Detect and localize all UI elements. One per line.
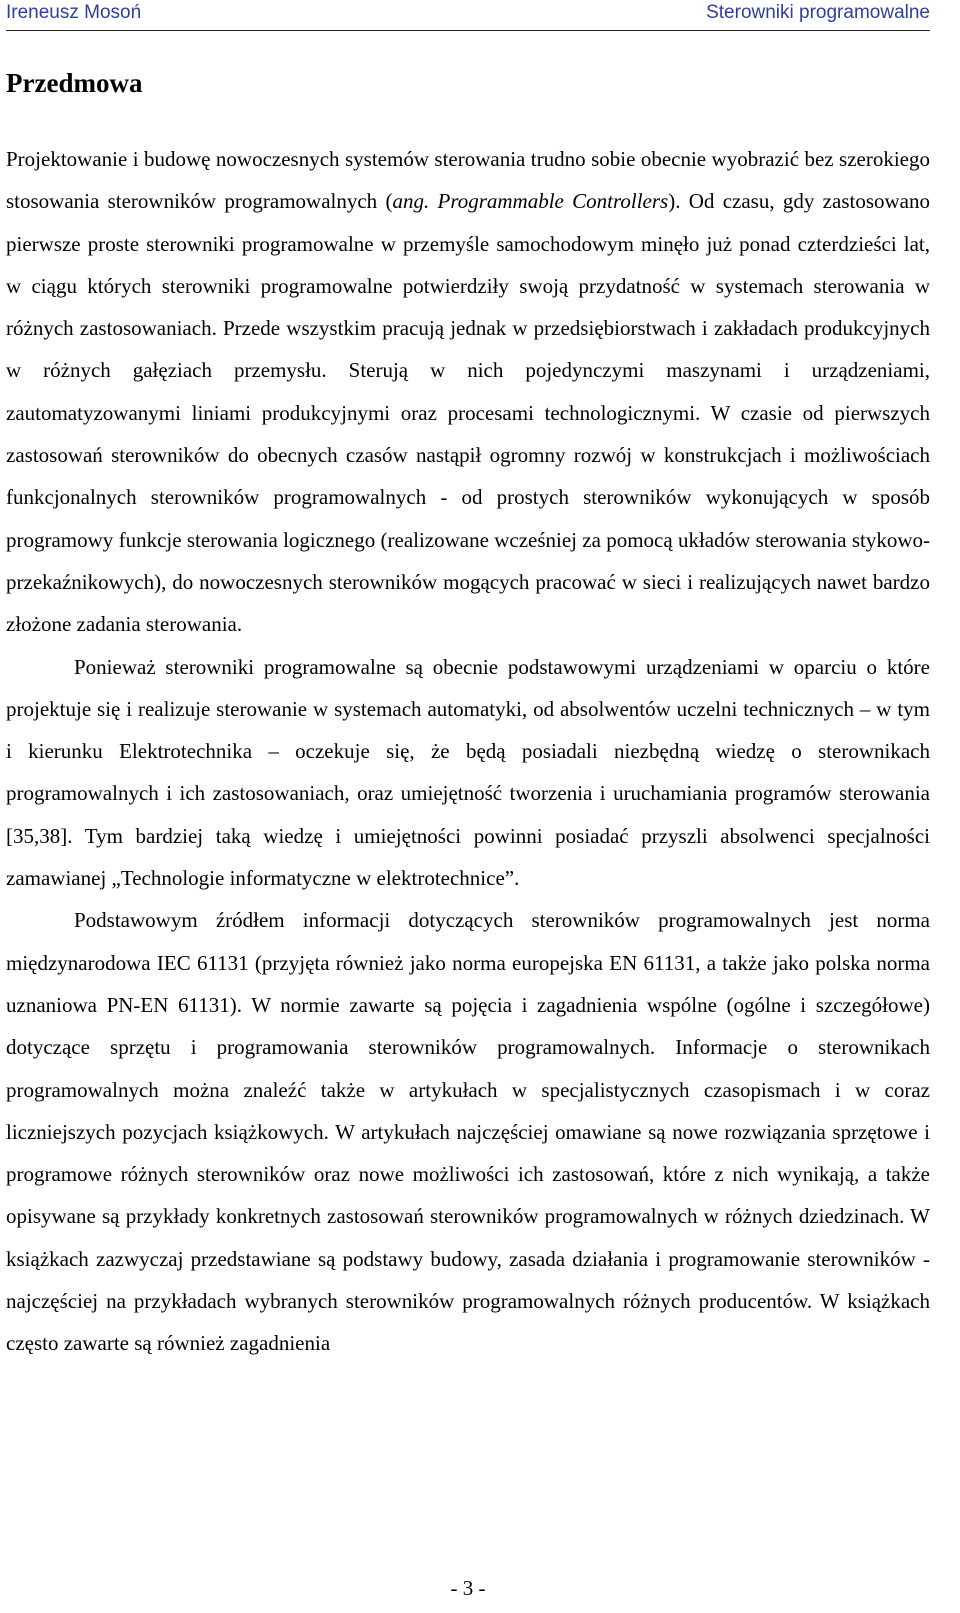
paragraph-3: Podstawowym źródłem informacji dotyczących sterowników programowalnych jest norma międzynarodowa IEC 61131 (przyjęta również jako norma europejska EN 61131, a także jako polska norma uznaniowa PN-EN 61131). W normie zawarte są pojęcia i zagadnienia wspólne (ogólne i szczegółowe) dotyczące sprzętu i programowania sterowników programowalnych. Informacje o sterownikach programowalnych można znaleźć także w artykułach w specjalistycznych czasopismach i w coraz liczniejszych pozycjach książkowych. W artykułach najczęściej omawiane są nowe rozwiązania sprzętowe i programowe różnych sterowników oraz nowe możliwości ich zastosowań, które z nich wynikają, a także opisywane są przykłady konkretnych zastosowań sterowników programowalnych w różnych dziedzinach. W książkach zazwyczaj przedstawiane są podstawy budowy, zasada działania i programowanie sterowników - najczęściej na przykładach wybranych sterowników programowalnych różnych producentów. W książkach często zawarte są również zagadnienia [6, 908, 930, 1356]
section-title: Przedmowa [6, 68, 143, 98]
body-text [6, 138, 930, 1365]
paragraph-2: Ponieważ sterowniki programowalne są obecnie podstawowymi urządzeniami w oparciu o które projektuje się i realizuje sterowanie w systemach automatyki, od absolwentów uczelni technicznych – w tym i kierunku Elektrotechnika – oczekuje się, że będą posiadali niezbędną wiedzę o sterownikach programowalnych i ich zastosowaniach, oraz umiejętność tworzenia i uruchamiania programów sterowania [35,38]. Tym bardziej taką wiedzę i umiejętności powinni posiadać przyszli absolwenci specjalności zamawianej „Technologie informatyczne w elektrotechnice”. [6, 654, 930, 891]
running-header [6, 2, 930, 31]
header-author: Ireneusz Mosoń [6, 2, 142, 23]
page-number: - 3 - [450, 1576, 486, 1600]
italic-term: ang. Programmable Controllers [392, 189, 669, 214]
paragraph-1: Projektowanie i budowę nowoczesnych systemów sterowania trudno sobie obecnie wyobrazić bez szerokiego stosowania sterowników programowalnych (ang. Programmable Controllers). Od czasu, gdy zastosowano pierwsze proste sterowniki programowalne w przemyśle samochodowym minęło już ponad czterdzieści lat, w ciągu których sterowniki programowalne potwierdziły swoją przydatność w systemach sterowania w różnych zastosowaniach. Przede wszystkim pracują jednak w przedsiębiorstwach i zakładach produkcyjnych w różnych gałęziach przemysłu. Sterują w nich pojedynczymi maszynami i urządzeniami, zautomatyzowanymi liniami produkcyjnymi oraz procesami technologicznymi. W czasie od pierwszych zastosowań sterowników do obecnych czasów nastąpił ogromny rozwój w konstrukcjach i możliwościach funkcjonalnych sterowników programowalnych - od prostych sterowników wykonujących w sposób programowy funkcje sterowania logicznego (realizowane wcześniej za pomocą układów sterowania stykowo-przekaźnikowych), do nowoczesnych sterowników mogących pracować w sieci i realizujących nawet bardzo złożone zadania sterowania. [6, 147, 930, 637]
header-title: Sterowniki programowalne [706, 2, 930, 23]
